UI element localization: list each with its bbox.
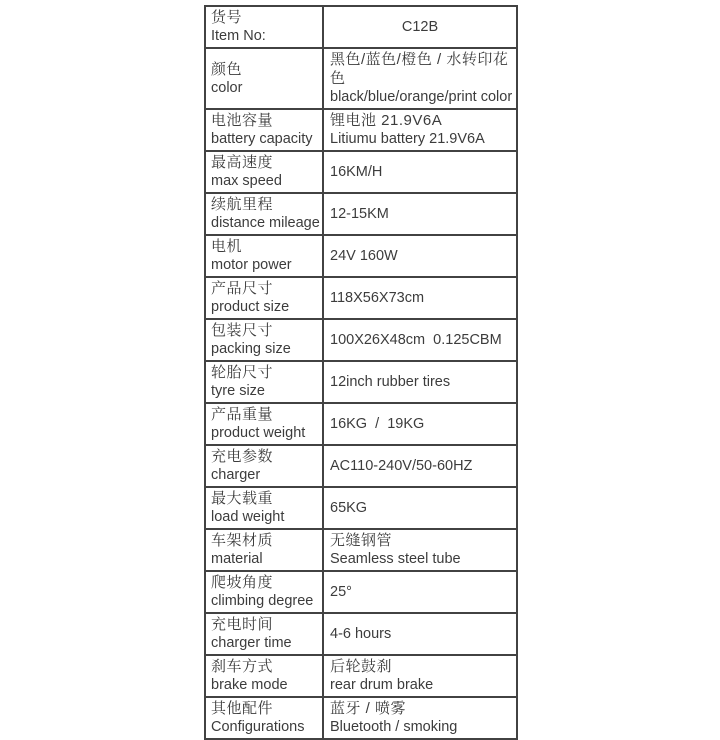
spec-table — [204, 5, 518, 740]
spec-row-max-speed — [205, 151, 517, 193]
label-cell — [205, 487, 323, 529]
label-en: tyre size — [211, 383, 265, 399]
label-zh: 产品尺寸 — [211, 280, 274, 297]
value-line-1: 蓝牙 / 喷雾 — [330, 700, 407, 717]
value-cell — [323, 697, 517, 739]
spec-row-product-weight — [205, 403, 517, 445]
spec-row-product-size — [205, 277, 517, 319]
label-zh: 最大载重 — [211, 490, 274, 507]
spec-row-configurations — [205, 697, 517, 739]
value-line-2: Seamless steel tube — [330, 551, 461, 567]
value-line-1: 100X26X48cm 0.125CBM — [330, 331, 502, 348]
value-line-1: 黑色/蓝色/橙色 / 水转印花色 — [330, 51, 509, 87]
value-line-1: C12B — [401, 18, 439, 35]
label-cell — [205, 655, 323, 697]
label-cell — [205, 403, 323, 445]
value-line-1: 16KG / 19KG — [330, 415, 425, 432]
value-cell — [323, 193, 517, 235]
label-cell — [205, 109, 323, 151]
label-en: load weight — [211, 509, 285, 525]
label-zh: 车架材质 — [211, 532, 274, 549]
value-line-1: 12inch rubber tires — [330, 373, 451, 390]
value-cell — [323, 109, 517, 151]
label-en: climbing degree — [211, 593, 314, 609]
label-zh: 电机 — [211, 238, 243, 255]
value-cell — [323, 445, 517, 487]
value-line-1: 12-15KM — [330, 205, 389, 222]
label-zh: 包装尺寸 — [211, 322, 274, 339]
label-zh: 产品重量 — [211, 406, 274, 423]
label-zh: 电池容量 — [211, 112, 274, 129]
value-cell — [323, 403, 517, 445]
label-zh: 轮胎尺寸 — [211, 364, 274, 381]
spec-row-tyre-size — [205, 361, 517, 403]
value-cell — [323, 529, 517, 571]
label-en: charger — [211, 467, 261, 483]
label-en: material — [211, 551, 263, 567]
value-cell — [323, 655, 517, 697]
spec-row-color — [205, 48, 517, 109]
label-en: charger time — [211, 635, 292, 651]
spec-row-battery-capacity — [205, 109, 517, 151]
label-en: distance mileage — [211, 215, 320, 231]
label-en: packing size — [211, 341, 291, 357]
label-en: brake mode — [211, 677, 288, 693]
value-line-1: 锂电池 21.9V6A — [330, 112, 443, 129]
label-cell — [205, 151, 323, 193]
label-zh: 货号 — [211, 9, 243, 26]
label-zh: 充电参数 — [211, 448, 274, 465]
spec-row-material — [205, 529, 517, 571]
value-line-2: Bluetooth / smoking — [330, 719, 458, 735]
label-cell — [205, 571, 323, 613]
label-zh: 最高速度 — [211, 154, 274, 171]
value-line-1: 无缝钢管 — [330, 532, 393, 549]
label-en: product weight — [211, 425, 306, 441]
label-cell — [205, 445, 323, 487]
spec-row-distance-mileage — [205, 193, 517, 235]
label-zh: 充电时间 — [211, 616, 274, 633]
label-zh: 爬坡角度 — [211, 574, 274, 591]
value-cell — [323, 319, 517, 361]
label-zh: 刹车方式 — [211, 658, 274, 675]
label-cell — [205, 529, 323, 571]
value-cell — [323, 6, 517, 48]
spec-row-item-no — [205, 6, 517, 48]
label-en: battery capacity — [211, 131, 313, 147]
spec-row-charger — [205, 445, 517, 487]
value-line-1: 16KM/H — [330, 163, 383, 180]
spec-row-packing-size — [205, 319, 517, 361]
label-cell — [205, 361, 323, 403]
value-line-1: 24V 160W — [330, 247, 398, 264]
value-line-1: AC110-240V/50-60HZ — [330, 457, 473, 474]
value-cell — [323, 151, 517, 193]
value-cell — [323, 487, 517, 529]
label-en: Configurations — [211, 719, 305, 735]
value-line-1: 65KG — [330, 499, 368, 516]
value-line-1: 后轮鼓刹 — [330, 658, 393, 675]
label-cell — [205, 48, 323, 109]
label-cell — [205, 193, 323, 235]
spec-row-motor-power — [205, 235, 517, 277]
label-en: Item No: — [211, 28, 266, 44]
spec-row-climbing-degree — [205, 571, 517, 613]
label-cell — [205, 697, 323, 739]
label-zh: 续航里程 — [211, 196, 274, 213]
value-cell — [323, 48, 517, 109]
label-en: product size — [211, 299, 290, 315]
label-en: max speed — [211, 173, 282, 189]
value-line-2: Litiumu battery 21.9V6A — [330, 131, 485, 147]
value-cell — [323, 235, 517, 277]
label-cell — [205, 613, 323, 655]
value-line-1: 25° — [330, 583, 352, 600]
label-zh: 其他配件 — [211, 700, 274, 717]
label-cell — [205, 277, 323, 319]
value-cell — [323, 277, 517, 319]
value-line-1: 118X56X73cm — [330, 289, 425, 306]
value-cell — [323, 361, 517, 403]
label-zh: 颜色 — [211, 60, 243, 78]
label-en: color — [211, 79, 243, 96]
spec-row-brake-mode — [205, 655, 517, 697]
spec-row-load-weight — [205, 487, 517, 529]
value-cell — [323, 613, 517, 655]
label-cell — [205, 235, 323, 277]
label-cell — [205, 319, 323, 361]
label-cell — [205, 6, 323, 48]
value-line-2: rear drum brake — [330, 677, 434, 693]
value-line-1: 4-6 hours — [330, 625, 392, 642]
value-line-2: black/blue/orange/print color — [330, 89, 513, 105]
spec-row-charger-time — [205, 613, 517, 655]
value-cell — [323, 571, 517, 613]
label-en: motor power — [211, 257, 292, 273]
